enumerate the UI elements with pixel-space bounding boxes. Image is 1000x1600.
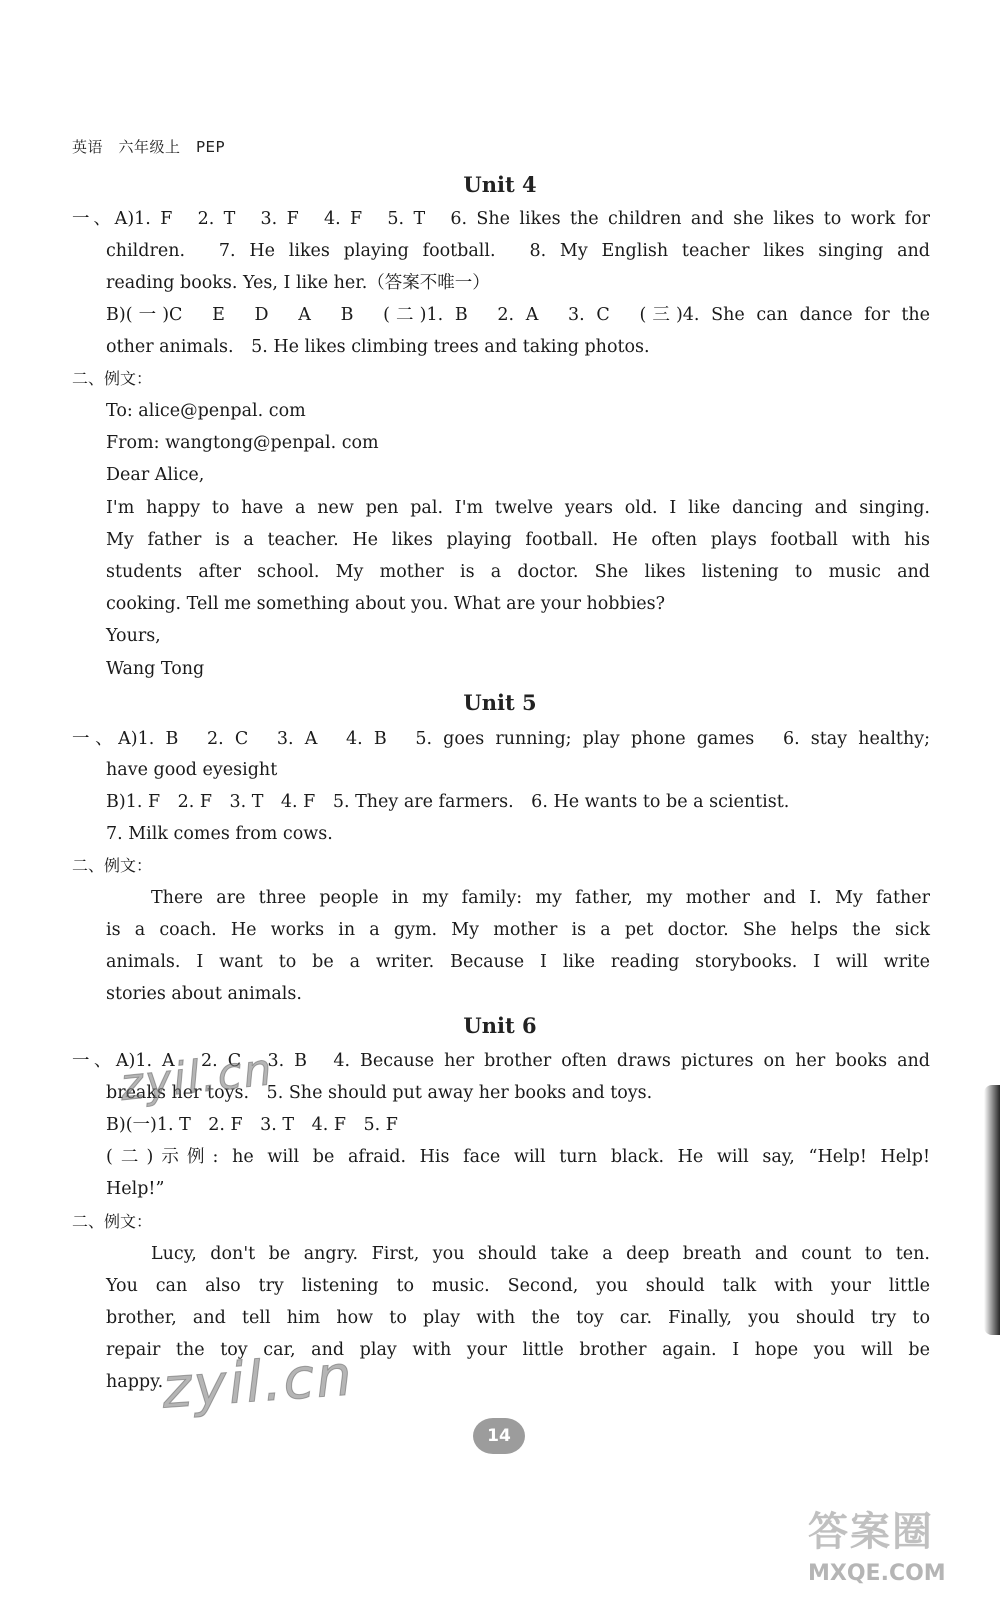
- unit-6-line: You can also try listening to music. Second, you should talk with your little: [106, 1276, 930, 1296]
- unit-4-line: From: wangtong@penpal. com: [106, 433, 379, 453]
- unit-4-line: I'm happy to have a new pen pal. I'm twelve years old. I like dancing and singing.: [106, 498, 930, 518]
- unit-4-line: Yours,: [106, 626, 161, 646]
- unit-5-line: animals. I want to be a writer. Because I like reading storybooks. I will write: [106, 952, 930, 972]
- unit-6-line: brother, and tell him how to play with the toy car. Finally, you should try to: [106, 1308, 930, 1328]
- unit-6-line: breaks her toys. 5. She should put away her books and toys.: [106, 1083, 653, 1103]
- corner-watermark-site: MXQE.COM: [808, 1561, 946, 1586]
- unit-6-line: repair the toy car, and play with your little brother again. I hope you will be: [106, 1340, 930, 1360]
- unit-6-line: Lucy, don't be angry. First, you should take a deep breath and count to ten.: [151, 1244, 930, 1264]
- unit-6-line: B)(一)1. T 2. F 3. T 4. F 5. F: [106, 1115, 398, 1135]
- unit-5-line: have good eyesight: [106, 760, 278, 780]
- unit-4-line: students after school. My mother is a doctor. She likes listening to music and: [106, 562, 930, 582]
- unit-5-title: Unit 5: [463, 690, 537, 715]
- unit-4-title: Unit 4: [463, 172, 537, 197]
- page-edge-shadow: [984, 1085, 1000, 1335]
- unit-5-essay-label: 二、例文：: [72, 856, 153, 875]
- unit-4-line: Wang Tong: [106, 659, 205, 679]
- watermark-logo: zyil.cn: [159, 1343, 356, 1422]
- watermark-logo: zyil.cn: [117, 1044, 276, 1111]
- unit-6-title: Unit 6: [463, 1013, 537, 1038]
- unit-6-line: Help!”: [106, 1179, 165, 1199]
- unit-5-line: 一、A)1. B 2. C 3. A 4. B 5. goes running; play phone games 6. stay healthy;: [72, 729, 930, 749]
- unit-5-line: 7. Milk comes from cows.: [106, 824, 333, 844]
- unit-4-line: other animals. 5. He likes climbing trees and taking photos.: [106, 337, 650, 357]
- unit-6-essay-label: 二、例文：: [72, 1212, 153, 1231]
- corner-watermark: [808, 1500, 988, 1596]
- unit-5-line: is a coach. He works in a gym. My mother is a pet doctor. She helps the sick: [106, 920, 930, 940]
- unit-4-essay-label: 二、例文：: [72, 369, 153, 388]
- unit-6-line: (二)示例: he will be afraid. His face will turn black. He will say, “Help! Help!: [106, 1147, 930, 1167]
- unit-5-line: There are three people in my family: my father, my mother and I. My father: [151, 888, 930, 908]
- unit-4-line: children. 7. He likes playing football. 8. My English teacher likes singing and: [106, 241, 930, 261]
- book-header: 英语 六年级上 PEP: [72, 138, 226, 156]
- corner-watermark-mark: 答案圈: [808, 1509, 934, 1555]
- unit-4-line: 一、A)1. F 2. T 3. F 4. F 5. T 6. She likes the children and she likes to work for: [72, 209, 930, 229]
- unit-4-line: My father is a teacher. He likes playing football. He often plays football with his: [106, 530, 930, 550]
- unit-6-line: happy.: [106, 1372, 164, 1392]
- unit-5-line: B)1. F 2. F 3. T 4. F 5. They are farmers. 6. He wants to be a scientist.: [106, 792, 790, 812]
- unit-4-line: To: alice@penpal. com: [106, 401, 306, 421]
- unit-4-line: Dear Alice,: [106, 465, 205, 485]
- unit-5-line: stories about animals.: [106, 984, 302, 1004]
- unit-4-line: B)(一)C E D A B (二)1. B 2. A 3. C (三)4. She can dance for the: [106, 305, 930, 325]
- unit-4-line: reading books. Yes, I like her.（答案不唯一）: [106, 273, 490, 293]
- page-number-badge: 14: [473, 1418, 525, 1454]
- unit-6-line: 一、A)1. A 2. C 3. B 4. Because her brother often draws pictures on her books and: [72, 1051, 930, 1071]
- unit-4-line: cooking. Tell me something about you. What are your hobbies?: [106, 594, 666, 614]
